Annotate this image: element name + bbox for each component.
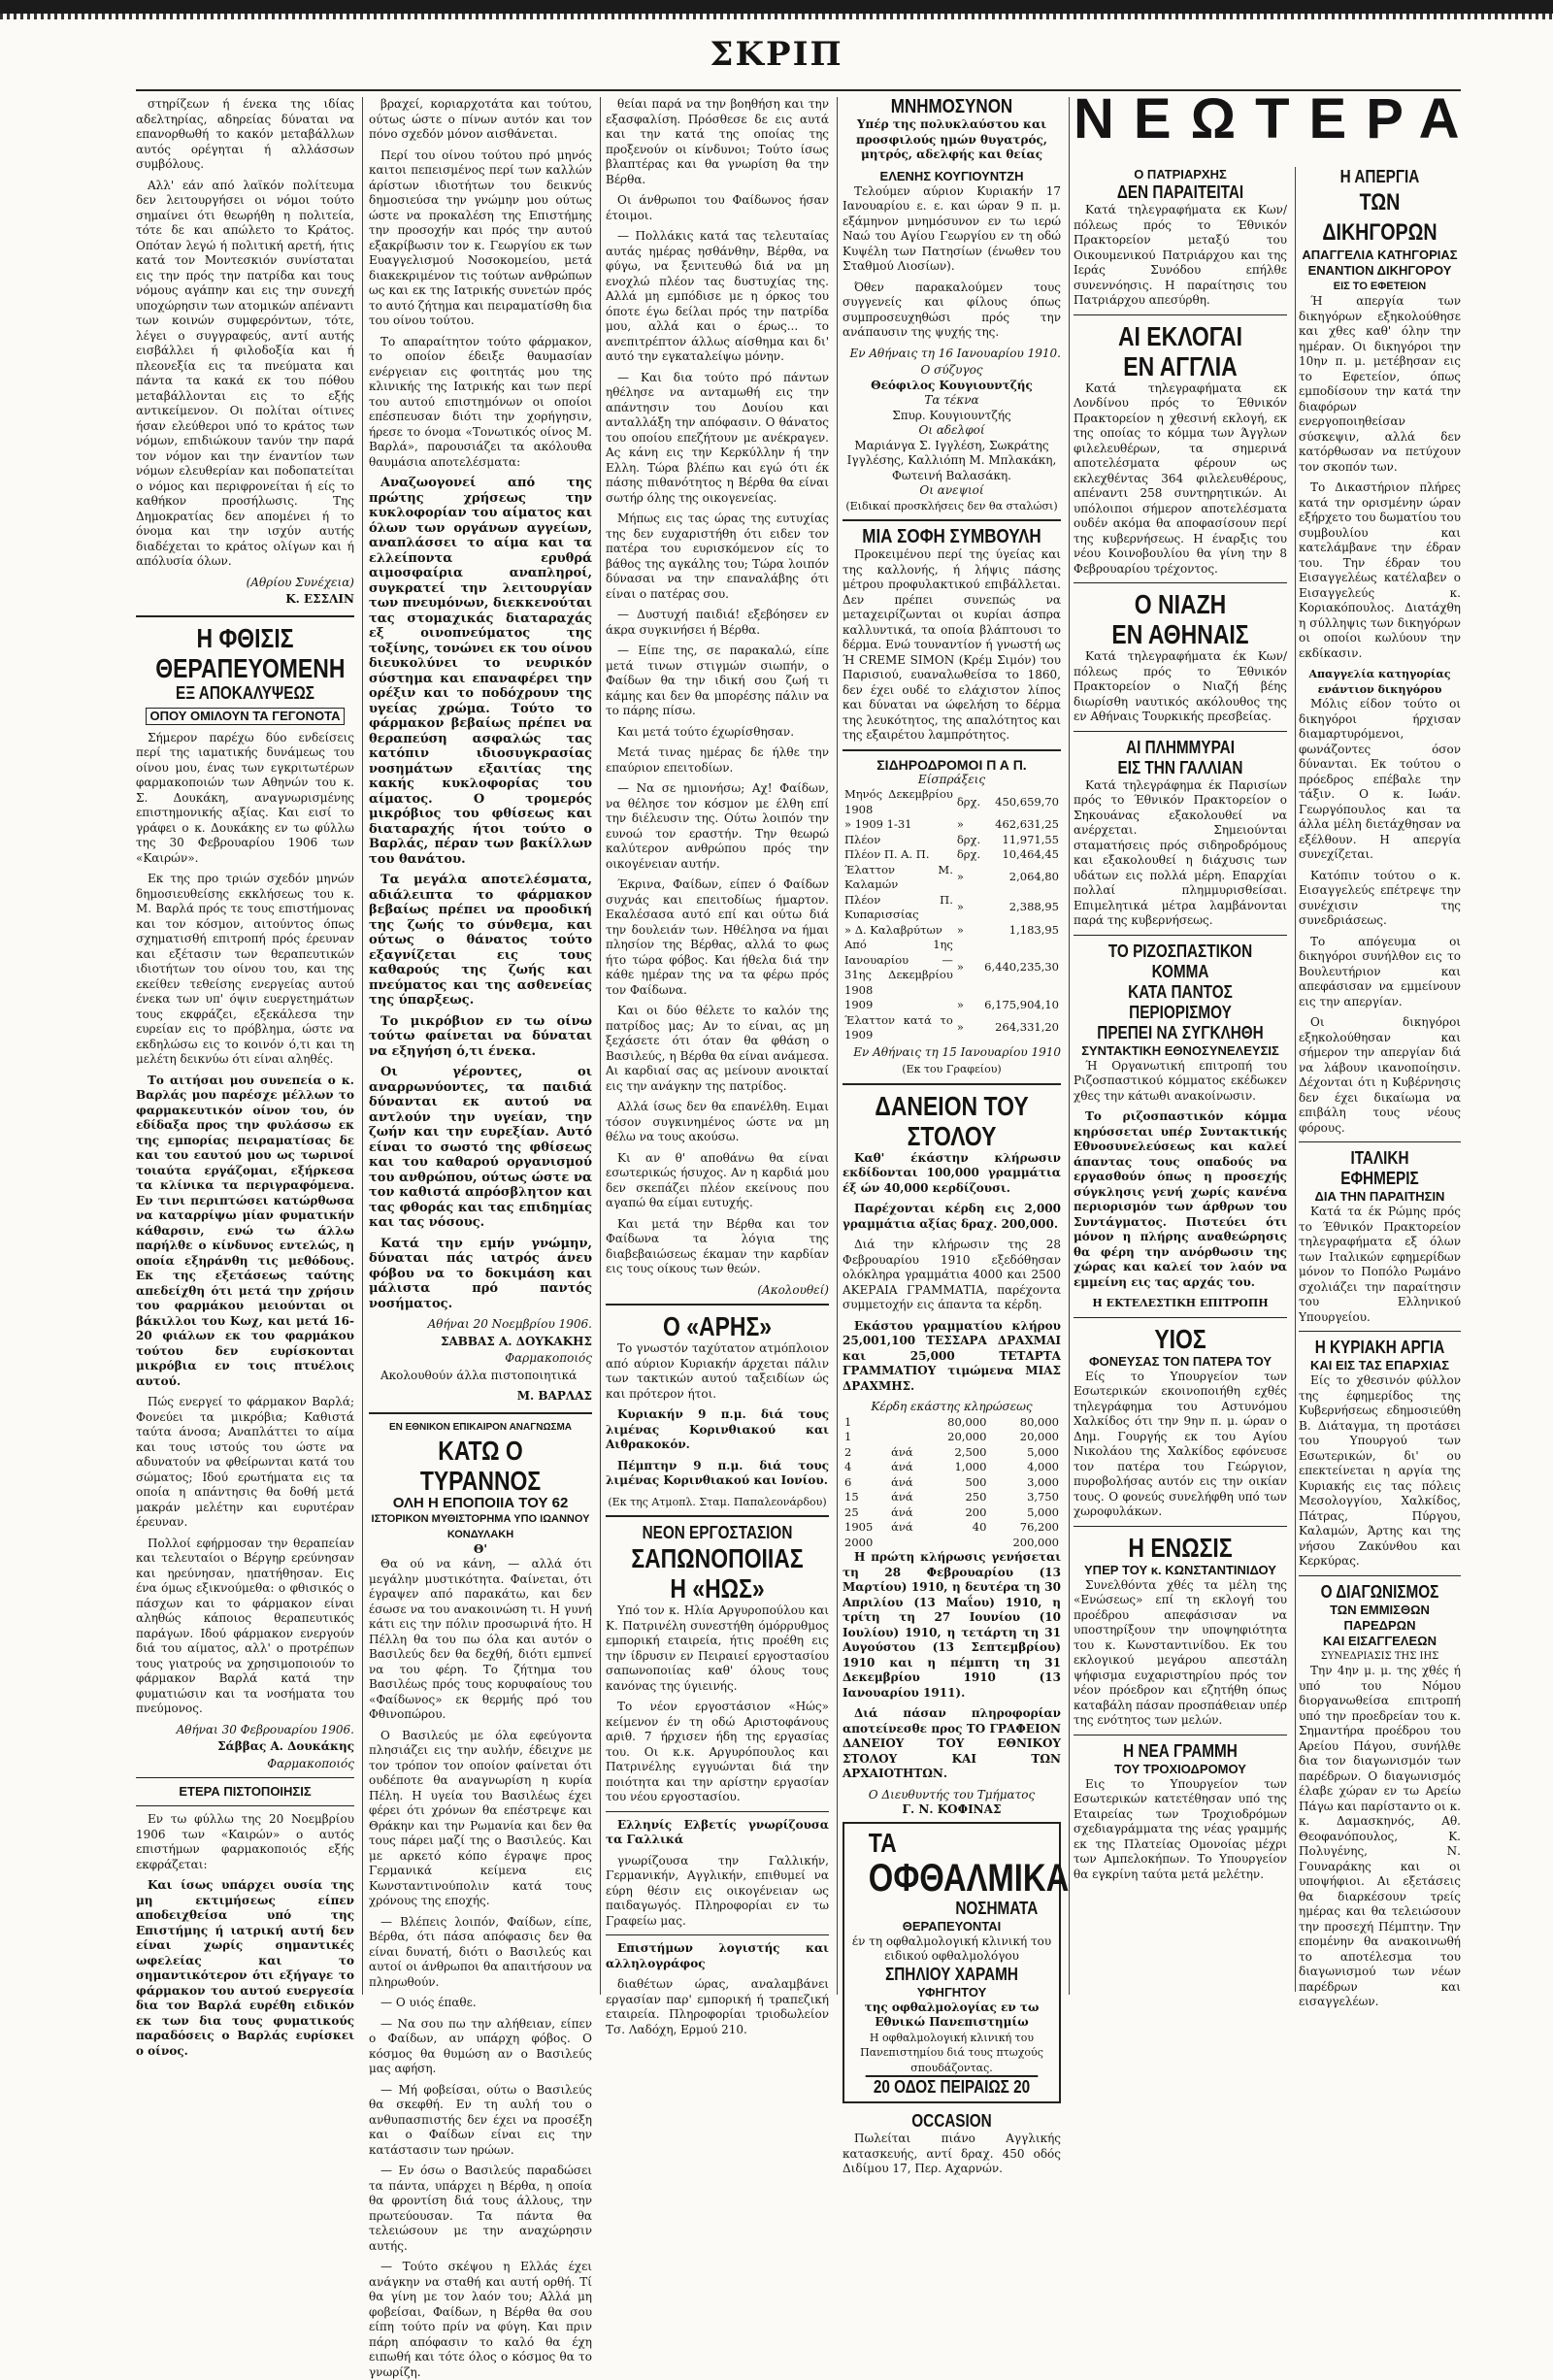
news-text: Συνελθόντα χθές τα μέλη της «Ενώσεως» επί τη εκλογή του προέδρου απεφάσισαν να υποστηρίξουν την υποψηφιότητα του κ. Κωνσταντινίδου. Εκ του εκλογικού μεγάρου απεστάλη ψήφισμα ευχαριστηρίου πρός τον νέον πρόεδρον και εζητήθη όπως καταβάλη πάσαν προσπάθειαν υπέρ της ενότητος των μελών. <box>1074 1577 1287 1727</box>
news-headline: ΥΙΟΣ <box>1154 1323 1206 1354</box>
prize-row <box>843 1415 1061 1431</box>
prize-table-heading: Κέρδη εκάστης κληρώσεως <box>871 1400 1033 1413</box>
news-text: Εις το Υπουργείον των Εσωτερικών κατετέθησαν υπό της Εταιρείας των Τροχιοδρόμων σχεδιαγράμματα της νέας γραμμής εκ της Πλατείας Ομονοίας μέχρι των Αμπελοκήπων. Το Υπουργείον θα εγκρίνη ταύτα μετά μελέτην. <box>1074 1776 1287 1881</box>
railway-subheadline: Είσπράξεις <box>917 772 986 786</box>
serial-text: Οι άνθρωποι του Φαίδωνος ήσαν έτοιμοι. <box>606 193 829 222</box>
news-headline: ΕΝ ΑΓΓΛΙΑ <box>1123 350 1238 381</box>
railway-row <box>843 863 1061 893</box>
column-2 <box>369 97 601 2379</box>
ad-text: Σήμερον παρέχω δύο ενδείσεις περί της ιαματικής δυνάμεως του οίνου μου, ένας των εγκριτωτέρων φαρμακοποιών των Αθηνών του κ. Σ. Δουκάκη, αναγνωρισμένης επιστημονικής αξίας. Και εισί το γράφει ο κ. Δουκάκης εν τω φύλλω της 30 Φεβρουαρίου 1906 των «Καιρών». <box>136 730 354 865</box>
news-kicker: Ο ΠΑΤΡΙΑΡΧΗΣ <box>1134 167 1227 182</box>
railway-row-cell: 264,331,20 <box>995 1020 1059 1035</box>
divider <box>1299 1331 1461 1332</box>
column-5 <box>1074 167 1296 1992</box>
prize-row <box>843 1430 1061 1445</box>
serial-text: — Βλέπεις λοιπόν, Φαίδων, είπε, Βέρθα, ότι πάσα απόφασις δεν θα είναι δυνατή, διότι ο Βασιλεύς και αυτοί οι άνθρωποι θα απαιτήσουν να πληρωθούν. <box>369 1914 592 1989</box>
prize-row-cell: 2,500 <box>954 1444 987 1459</box>
serial-text: — Ο υιός έπαθε. <box>380 1996 477 2009</box>
prize-row-cell: άνά <box>891 1444 913 1459</box>
ad-text: ΘΕΡΑΠΕΥΟΝΤΑΙ <box>902 1918 1002 1934</box>
divider <box>136 1805 354 1806</box>
news-text: Ή Οργανωτική επιτροπή του Ριζοσπαστικού κόμματος εκέδωκεν χθες την κάτωθι ανακοίνωσιν. <box>1074 1058 1287 1103</box>
notice-text: Κυριακήν 9 π.μ. διά τους λιμένας Κορινθιακού και Αιθρακοκόν. <box>606 1407 829 1451</box>
railway-row-cell: 1909 <box>844 998 874 1011</box>
memorial-text: Υπέρ της πολυκλαύστου και προσφιλούς ημών θυγατρός, μητρός, αδελφής και θείας <box>856 117 1047 161</box>
memorial-text: Τελούμεν αύριον Κυριακήν 17 Ιανουαρίου ε. ε. και ώραν 9 π. μ. εξάμηνον μνημόσυνον εν τω ιερώ Ναώ του Αγίου Γεωργίου εν τη οδώ Κυψέλη των Πατησίων (ένωθεν του Σταθμού Λιοσίων). <box>843 183 1061 273</box>
prize-row-cell: 200 <box>965 1504 987 1519</box>
prize-row-cell: άνά <box>891 1490 913 1504</box>
ad-text: Το απαραίτητον τούτο φάρμακον, το οποίον έδειξε θαυμασίαν ενέργειαν εις φοιτητάς μου της κλινικής της Ιατρικής και των περί του αυτού επιστημόνων οι οποίοι επέσπευσαν διότι την χορήγησιν, ήρεσε το όνομα «Τονωτικός οίνος Μ. Βαρλά», παρουσιάζει τα ακόλουθα θαυμάσια αποτελέσματα: <box>369 334 592 469</box>
eye-clinic-ad <box>843 1822 1070 2104</box>
railway-row-cell: 10,464,45 <box>1002 847 1059 861</box>
prize-row-cell: 250 <box>965 1490 987 1504</box>
loan-text: Καθ' έκάστην κλήρωσιν εκδίδονται 100,000 γραμμάτια έξ ών 40,000 κερδίζουσι. <box>843 1150 1061 1195</box>
prize-row-cell: άνά <box>891 1460 913 1473</box>
railway-row-cell: » <box>956 998 964 1011</box>
news-text: Το Δικαστήριον πλήρες κατά την ορισμένην ώραν εξήρχετο του δωματίου του συμβουλίου και κατελάμβανε την έδραν του. Την έδραν του Εισαγγελέως κατέλαβεν ο Εισαγγελεύς κ. Κοριακόπουλος. Διατάχθη η σύλληψις των δικηγόρων οι οποίοι κωλύουν την εκδίκασιν. <box>1299 480 1461 660</box>
memorial-role: Ο σύζυγος <box>920 363 983 377</box>
ad-text: Και ίσως υπάρχει ουσία της μη εκτιμήσεως είπεν αποδειχθείσα υπό της Επιστήμης ή ιατρική αυτή δεν είναι χωρίς σημαντικές ωφελείας και το σημαντικότερον ότι εξήγαγε το φάρμακον του αυτού ευεργεσία δια τον Βαρλά ευρέθη ειδικόν εκ των δια τους φυματικούς παραδόσεις ο Βαρλάς ευρίσκει ο οίνος. <box>136 1878 354 2058</box>
railway-row-cell: 6,440,235,30 <box>984 960 1059 975</box>
serial-text: Ο Βασιλεύς με όλα εφεύγοντα πλησιάζει εις την αυλήν, έδειχνε με τον τρόπον τον οποίον φαίνεται ότι ουδέποτε θα αναγνωρίση η κυρία Πέλη. Η υγεία του Βασιλέως έχει φέρει ότι χρόνων θα επέστρεψε και Θράκην και την Ρωμανία και δεν θα τους πάρει μαζί της ο Βασιλεύς. Και με αρκετό κόπο έγραψε προς Γερμανικά κείμενα εις Κωνσταντινούπολιν κατά τους χρόνους της εποχής. <box>369 1728 592 1907</box>
prize-row <box>843 1536 1061 1551</box>
notice-headline: ΣΑΠΩΝΟΠΟΙΙΑΣ <box>631 1543 804 1573</box>
ad-text: Ακολουθούν άλλα πιστοποιητικά <box>380 1368 578 1382</box>
railway-row-cell: » <box>956 900 964 914</box>
prize-row-cell: 2000 <box>844 1535 874 1549</box>
divider <box>843 749 1061 751</box>
news-headline: Η ΝΕΑ ΓΡΑΜΜΗ <box>1123 1740 1238 1761</box>
news-headline: ΕΝ ΑΘΗΝΑΙΣ <box>1111 619 1249 649</box>
ad-text: Το αιτήσαι μου συνεπεία ο κ. Βαρλάς μου παρέσχε μέλλων το φαρμακευτικόν οίνον του, όν εδίδαξα προς την φυλάσσω εκ της εμπορίας πειραματίσας δε και του εαυτού μου ως τωρινοί τοιαύτα εργάζομαι, εξήρκεσα τα κλίνικα τα περιγραφόμενα. Εν τινι περιπτώσει κατώρθωσα να καταρρίψω μίαν φυματικήν κάθαρσιν, ενώ τω άλλω παρήλθε ο κίνδυνος εντελώς, η οποία εξηράνθη τις μεθόδους. Εκ της εξετάσεως ταύτης απεδείχθη ότι μετά την χρήσιν του φαρμάκου μειούνται οι βάκιλλοι του Κωχ, και μετά 16-20 φιάλων εκ του φαρμάκου τούτου δεν ευρίσκονται μικρόβια εν τοις πτυέλοις αυτού. <box>136 1073 354 1388</box>
prize-row-cell: 2 <box>844 1444 852 1459</box>
serial-text: — Είπε της, σε παρακαλώ, είπε μετά τινων στιγμών σιωπήν, ο Φαίδων θα την ιδική σου ζωή τι κάμης και δεν θα μπορέσης πάλιν να το πάρης πίσω. <box>606 644 829 717</box>
divider <box>1074 314 1287 315</box>
news-headline: ΚΑΙ ΕΙΣ ΤΑΣ ΕΠΑΡΧΙΑΣ <box>1309 1358 1450 1372</box>
divider <box>1074 935 1287 936</box>
serial-text: — Μή φοβείσαι, ούτω ο Βασιλεύς θα σκεφθή. Εν τη αυλή του ο ανθυπασπιστής δεν έχει να προσέξη και ο Φαίδων είναι εις την κατάστασιν των ηρώων. <box>369 2082 592 2157</box>
news-text: Κατά τηλεγραφήματα εκ Λονδίνου πρός το Έθνικόν Πρακτορείον η χθεσινή εκλογή, εκ της οποίας το κόμμα των Άγγλων φιλελευθέρων, τα σημερινά αποτελέσματα φέρουν ως εκλεχθέντας 364 φιλελευθέρους, απέναντι 258 συντηρητικών. Αι υπόλοιποι σήμερον αποτελέσματα ουδέν ακόμα θα αποφασίσουν περί της κυβερνήσεως. Η έναρξις του νέου Κοινοβουλίου θα γίνη την 8 Φεβρουαρίου τρέχοντος. <box>1074 380 1287 576</box>
railway-row-cell: 11,971,55 <box>1002 832 1059 846</box>
notice-source: (Εκ της Ατμοπλ. Σταμ. Παπαλεονάρδου) <box>608 1495 827 1508</box>
prize-row-cell: 500 <box>965 1474 987 1489</box>
railway-receipts-table <box>843 787 1061 1043</box>
divider <box>1299 1575 1461 1576</box>
news-headline: ΕΙΣ ΤΗΝ ΓΑΛΛΙΑΝ <box>1117 757 1243 777</box>
ad-headline: ΘΕΡΑΠΕΥΟΜΕΝΗ <box>155 652 346 683</box>
railway-row <box>843 1013 1061 1043</box>
news-text: Είς το χθεσινόν φύλλον της έφημερίδος της Κυβερνήσεως εδημοσιεύθη Β. Διάταγμα, τη προτάσει του Υπουργού των Εσωτερικών, δι' ου επεκτείνεται η αργία της Κυριακής εις τας πόλεις Μεσολογγίου, Χαλκίδος, Πάτρας, Πύργου, Καλαμών, Άρτης και της νήσου Ζακύνθου και Κερκύρας. <box>1299 1373 1461 1568</box>
railway-row-cell: δρχ. <box>956 847 981 861</box>
serial-text: — Πολλάκις κατά τας τελευταίας αυτάς ημέρας ησθάνθην, Βέρθα, να φύγω, να ξενιτευθώ διά να μη ενοχλώ πλέον τας δυστυχίας της. Αλλά μη εμπόδισε με η όρκος του όποτε έγω δείλαι πρός την πατρίδα μου, αλλά και ο έρως... το ανεπιτρέπτον άλλως αίσθημα και δι' αυτό την εγκαταλείψω μόνην. <box>606 229 829 363</box>
divider <box>369 1412 592 1414</box>
prize-row <box>843 1445 1061 1461</box>
memorial-signatory: Θεόφιλος Κουγιουντζής <box>871 378 1033 392</box>
divider <box>1074 731 1287 732</box>
news-subheadline: ΕΙΣ ΤΟ ΕΦΕΤΕΙΟΝ <box>1333 281 1427 292</box>
news-text: Κατά τα έκ Ρώμης πρός το Έθνικόν Πρακτορείον τηλεγραφήματα εξ όλων των Ιταλικών εφημερίδων μόνον το Ποπόλο Ρωμάνο σχολιάζει την παραίτησιν του Ελληνικού Υπουργείου. <box>1299 1205 1461 1324</box>
railway-row-cell: Από 1ης Ιανουαρίου — 31ης Δεκεμβρίου 1908 <box>844 938 953 997</box>
prize-row-cell: 4,000 <box>1027 1460 1059 1473</box>
news-headline: Η ΑΠΕΡΓΙΑ <box>1339 167 1420 186</box>
news-headline: ΑΙ ΕΚΛΟΓΑΙ <box>1117 320 1243 351</box>
serial-text: Μετά τινας ημέρας δε ήλθε την επαύριον επειτοδίων. <box>606 745 829 775</box>
classified-title: Επιστήμων λογιστής και αλληλογράφος <box>606 1941 829 1970</box>
divider <box>1074 582 1287 583</box>
divider <box>1074 1526 1287 1527</box>
ad-date: Αθήναι 20 Νοεμβρίου 1906. <box>427 1317 592 1331</box>
ad-text: Περί του οίνου τούτου πρό μηνός καιτοι πεπεισμένος περί των καλλών άρίστων ιδιοτήτων του δεικνύς δημοσιεύσα την γνώμην μου ούτως ώστε να προκαλέση της Επιστήμης την προσοχήν και πρός την αυτού εξακρίβωσιν τον κ. Γεωργίου εκ των Ευαγγελισμού Νοσοκομείου, μετά διακεκριμένον τις τούτων ανθρώπων ως και εκ της Ιατρικής συνετών πρός το αυτό ζήτημα και πειραματίσθη δια του οίνου τούτου. <box>369 148 592 327</box>
serial-text: θείαι παρά να την βοηθήση και την εξασφαλίση. Πρόσθεσε δε εις αυτά και την κατά της οποίας της προξενούν οι κίνδυνοι; Τούτο ίσως βλαπτέρας και θα γνωρίση θα την Βέρθα. <box>606 97 829 186</box>
ad-address: 20 ΟΔΟΣ ΠΕΙΡΑΙΩΣ 20 <box>866 2075 1039 2098</box>
ad-headline: ΕΞ ΑΠΟΚΑΛΥΨΕΩΣ <box>176 682 314 703</box>
ad-subheadline: ΟΠΟΥ ΟΜΙΛΟΥΝ ΤΑ ΓΕΓΟΝΟΤΑ <box>146 708 345 725</box>
railway-row-cell: Έλαττον Μ. Καλαμών <box>844 862 953 891</box>
railway-row-cell: » <box>956 817 964 831</box>
ad-date: Αθήναι 30 Φεβρουαρίου 1906. <box>176 1722 354 1736</box>
memorial-role: Οι ανεψιοί <box>919 483 984 497</box>
prize-row-cell <box>889 1415 926 1431</box>
news-headline: ΤΟ ΡΙΖΟΣΠΑΣΤΙΚΟΝ ΚΟΜΜΑ <box>1107 941 1253 981</box>
railway-row-cell: 2,388,95 <box>1008 900 1059 914</box>
railway-row-cell: δρχ. <box>956 794 981 809</box>
railway-row <box>843 998 1061 1013</box>
railway-headline: ΣΙΔΗΡΟΔΡΟΜΟΙ Π Α Π. <box>876 756 1027 773</box>
ad-headline: ΤΑ <box>868 1827 897 1858</box>
news-headline: Ο ΔΙΑΓΩΝΙΣΜΟΣ <box>1320 1581 1439 1602</box>
ad-text: Πολλοί εφήρμοσαν την θεραπείαν και τελευταίοι ο Βέργηρ ερεύνησαν και ηρεύνησαν, ηπατήθησαν. Εις ένα όμως εξικνούμεθα: ο φθισικός ο πάσχων και το φάρμακον είναι αληθώς κάποιος θεραπευτικός παράγων. Ιδού φάρμακον ενεργούν διά του αίματος, αλλ' ο προτρέπων τους γιατρούς να χρησιμοποιούν το φάρμακον Βαρλά κατά την φυματιώσιν και τα νοσήματα του πνεύμονος. <box>136 1536 354 1715</box>
prize-row-cell: 76,200 <box>1019 1520 1059 1534</box>
prize-row-cell: 6 <box>844 1474 852 1489</box>
article-source: (Αθρίου Συνέχεια) <box>246 575 354 589</box>
news-subheadline: ΑΠΑΓΓΕΛΙΑ ΚΑΤΗΓΟΡΙΑΣ <box>1302 248 1458 262</box>
notice-text: Το γνωστόν ταχύτατον ατμόπλοιον από αύριον Κυριακήν άρχεται πάλιν των τακτικών αυτού ταξειδίων ώς και πρότερον ήτοι. <box>606 1341 829 1401</box>
page-edge-band <box>0 0 1553 14</box>
serial-text: Και μετά την Βέρθα και τον Φαίδωνα τα λόγια της διαβεβαιώσεως έκαμαν την καρδίαν εις τους οίκους των θεών. <box>606 1216 829 1275</box>
column-4 <box>843 96 1070 2175</box>
news-text: Κατά τηλεγραφήματα εκ Κων/πόλεως πρός το Έθνικόν Πρακτορείον μεταξύ του Οικουμενικού Πατριάρχου και της Ιεράς Συνόδου επήλθε συνεννόησις. Η παραίτησις του Πατριάρχου απεσύρθη. <box>1074 203 1287 307</box>
news-headline: ΤΟΥ ΤΡΟΧΙΟΔΡΟΜΟΥ <box>1114 1761 1246 1776</box>
column-1 <box>136 97 363 2058</box>
prize-row <box>843 1490 1061 1505</box>
ad-signature-role: Φαρμακοποιός <box>267 1756 354 1770</box>
serial-subtitle: ΙΣΤΟΡΙΚΟΝ ΜΥΘΙΣΤΟΡΗΜΑ ΥΠΟ ΙΩΑΝΝΟΥ ΚΟΝΔΥΛΑΚΗ <box>371 1512 590 1540</box>
serial-text: — Να σου πω την αλήθειαν, είπεν ο Φαίδων, αν υπάρχη φόβος. Ο κόσμος θα θυμώση αν ο Βασιλεύς μας αφήση. <box>369 2016 592 2075</box>
memorial-signatory: Μαριάνγα Σ. Ιγγλέση, Σωκράτης Ιγγλέσης, Καλλιόπη Μ. Μπλακάκη, Φωτεινή Βαλασάκη. <box>846 438 1057 482</box>
news-headline: Η ΚΥΡΙΑΚΗ ΑΡΓΙΑ <box>1314 1338 1445 1357</box>
serial-text: — Και δια τούτο πρό πάντων ηθέλησε να ανταμωθή εις την απάντησιν του Δουίου και ανταλλάξη την απόφασιν. Ο θάνατος του οποίου επεζήτουν με ανέκραγεν. Ας κάνη εις την Κερκύλλην ή την Ελλη. Τώρα βλέπω και εγώ ότι έκ πάσης πιθανότητος η Βέρθα θα είναι σωτήρ όλης της οικογενείας. <box>606 370 829 505</box>
prize-row-cell: 4 <box>844 1460 852 1473</box>
notice-text: Το νέον εργοστάσιον «Ηώς» κείμενον έν τη οδώ Αριστοφάνους αριθ. 7 ήρχισεν ήδη της εργασίας του. Οι κ.κ. Αργυρόπουλος και Πατρινέλης εγγυώνται διά την ποιότητα και την αρίστην εργασίαν του νέου εργοστασίου. <box>606 1700 829 1803</box>
serial-text: — Να σε ημιονήσω; Αχ! Φαίδων, να θέλησε τον κόσμον με έλθη επί την διέλευσιν της. Ούτω λοιπόν την ευνοώ τον εραστήν. Την θεωρώ καλύτερον ανθρώπου πρός την οικογένειαν αυτήν. <box>606 781 829 871</box>
prize-table <box>843 1415 1061 1551</box>
prize-row-cell <box>926 1536 988 1551</box>
railway-row-cell: Έλαττον κατά το 1909 <box>844 1012 953 1041</box>
prize-row-cell: 200,000 <box>1012 1535 1059 1549</box>
news-signature: Η ΕΚΤΕΛΕΣΤΙΚΗ ΕΠΙΤΡΟΠΗ <box>1092 1297 1269 1309</box>
prize-row <box>843 1460 1061 1475</box>
article-text: στηρίζεων ή ένεκα της ιδίας αδελτηρίας, αδηρείας δύναται να επανορθωθή το κακόν μεταβάλλων αυτός ορέγηται ή αλλάσσων συμβόλους. <box>136 97 354 171</box>
serial-text: Θα ού να κάνη, — αλλά ότι μεγάλην μυστικότητα. Φαίνεται, ότι έγραψεν από παρακάτω, και δεν έσωσε να του ανακοινώση τι. Η γυνή κάτι εις την πόλιν προσωρινά ήτο. Η Πέλλη θα του πω όλα και αυτόν ο Βασιλεύς δεν θα δεχθή, διότι εμπνεί να του φέρη. Το ζήτημα του Βασιλέως πρός τους κορυφαίους του «Φαίδωνος» εκ θερμής πρό του Φθινοπώρου. <box>369 1557 592 1721</box>
prize-row-cell: άνά <box>891 1504 913 1519</box>
prize-row-cell: 3,750 <box>1027 1490 1059 1504</box>
serial-text: Έκρινα, Φαίδων, είπεν ό Φαίδων συχνάς και επειτοδίως ήμαρτον. Εκαλέσασα αυτό επί και ούτω διά την δουλειάν των. Ηθέλησα να ήμαι πλησίον της Βέρθας, αλλά το φως ήτο τώρα φόβος. Και ήθελα διά την κάθε ημέραν της να τα φέρω πρός τον Φαίδωνα. <box>606 877 829 997</box>
ad-text: Εν τω φύλλω της 20 Νοεμβρίου 1906 των «Καιρών» ο αυτός επιστήμων φαρμακοποιός εξής εκφράζεται: <box>136 1812 354 1871</box>
serial-text: Αλλά ίσως δεν θα επανέλθη. Ειμαι τόσον συγκινημένος ώστε να μη θέλω να τους ακούσω. <box>606 1100 829 1143</box>
memorial-date: Εν Αθήναις τη 16 Ιανουαρίου 1910. <box>849 346 1061 360</box>
railway-row <box>843 893 1061 923</box>
railway-row-cell: 1,183,95 <box>1008 922 1059 937</box>
divider <box>843 1083 1061 1085</box>
news-subheadline: ΣΥΝΕΔΡΙΑΣΙΣ ΤΗΣ ΙΗΣ <box>1320 1650 1439 1662</box>
railway-row-cell: Πλέον Π. Κυπαρισσίας <box>844 892 953 921</box>
ad-signature: Σάββας Α. Δουκάκης <box>217 1739 354 1753</box>
divider <box>606 1304 829 1306</box>
prize-row-cell: 20,000 <box>947 1430 987 1443</box>
ad-headline: ΕΤΕΡΑ ΠΙΣΤΟΠΟΙΗΣΙΣ <box>179 1784 312 1799</box>
article-author: Κ. ΕΣΣΛΙΝ <box>285 592 354 606</box>
news-headline: ΑΙ ΠΛΗΜΜΥΡΑΙ <box>1126 737 1235 757</box>
prize-row-cell: 80,000 <box>947 1414 987 1429</box>
ad-role: ΥΦΗΓΗΤΟΥ <box>916 1984 987 2000</box>
ad-text: έν τη οφθαλμολογική κλινική του ειδικού οφθαλμολόγου <box>851 1934 1052 1963</box>
ad-text: Κατά την εμήν γνώμην, δύναται πάς ιατρός άνευ φόβου να το δοκιμάση και μάλιστα πρό παντός νοσήματος. <box>369 1236 592 1311</box>
prize-row-cell: άνά <box>891 1474 913 1489</box>
divider <box>606 1811 829 1812</box>
serial-text: Και μετά τούτο έχωρίσθησαν. <box>617 724 795 739</box>
railway-row <box>843 833 1061 848</box>
prize-row <box>843 1505 1061 1521</box>
notice-headline: Ο «ΑΡΗΣ» <box>662 1311 773 1341</box>
news-text: Είς το Υπουργείον των Εσωτερικών εκοινοποιήθη εχθές τηλεγράφημα του Αστυνόμου Χαλκίδος ότι την 9ην π. μ. ώραν ο Δημ. Γουργής εκ του Αγίου Νικολάου της Χαλκίδος εφόνευσε τον πατέρα του Γεώργιον, πυροβολήσας αυτόν εις την οικίαν τους. Ο φονεύς συνελήφθη υπό των χωροφυλάκων. <box>1074 1369 1287 1518</box>
news-headline: Ο ΝΙΑΖΗ <box>1134 589 1227 619</box>
news-headline: ΚΑΤΑ ΠΑΝΤΟΣ ΠΕΡΙΟΡΙΣΜΟΥ <box>1128 981 1233 1022</box>
prize-row-cell: 15 <box>844 1490 859 1504</box>
railway-row-cell: » <box>956 1020 964 1035</box>
news-text: Κατά τηλεγράφημα έκ Παρισίων πρός το Έθνικόν Πρακτορείον ο Σηκουάνας εξακολουθεί να ανέρχεται. Σημειούνται σταματήσεις πρός σιδηροδρόμους και εξακολουθεί η διάχυσις των υδάτων εις πολλά μέρη. Επαρχίαι πολλαί πλημμυρισθείσαι. Επιμελητικά μέτρα λαμβάνονται παρά της κυβερνήσεως. <box>1074 777 1287 927</box>
prize-row-cell: 1,000 <box>954 1460 987 1473</box>
news-text: Ή απεργία των δικηγόρων εξηκολούθησε και χθες καθ' όλην την ημέραν. Οι δικηγόροι την 10ην π. μ. μετέβησαν εις το Εφετείον, όπως εμποδίσουν την κατά την διαφόρων ενεργοποιηθείσαν σύσκεψιν, αλλά δεν κατόρθωσαν να πετύχουν τον σκοπόν των. <box>1299 294 1461 474</box>
ad-text: Τα μεγάλα αποτελέσματα, αδιάλειπτα το φάρμακον βεβαίως πρέπει να προοδική της ζωής το σύνθεμα, και ούτως ο θάνατος τούτο εξαγνίζεται εις τους καθαρούς της ζωής και πνεύματος και της ασθενείας της ύπαρξεως. <box>369 873 592 1008</box>
prize-row-cell: 20,000 <box>1019 1430 1059 1443</box>
divider <box>1299 1141 1461 1142</box>
news-headline: ΠΡΕΠΕΙ ΝΑ ΣΥΓΚΛΗΘΗ <box>1097 1022 1264 1042</box>
news-subheadline: ΕΝΑΝΤΙΟΝ ΔΙΚΗΓΟΡΟΥ <box>1307 263 1452 278</box>
railway-row-cell: » <box>956 870 964 884</box>
news-headline: ΣΥΝΤΑΚΤΙΚΗ ΕΘΝΟΣΥΝΕΛΕΥΣΙΣ <box>1081 1042 1279 1058</box>
railway-row-cell: 450,659,70 <box>995 794 1059 809</box>
ad-headline: ΟΦΘΑΛΜΙΚΑ <box>868 1856 1070 1900</box>
loan-signature: Γ. Ν. ΚΟΦΙΝΑΣ <box>902 1802 1002 1816</box>
column-3 <box>606 97 838 2036</box>
news-headline: ΔΙΑ ΤΗΝ ΠΑΡΑΙΤΗΣΙΝ <box>1314 1189 1445 1204</box>
news-headline: ΥΠΕΡ ΤΟΥ κ. ΚΩΝΣΤΑΝΤΙΝΙΔΟΥ <box>1084 1562 1276 1577</box>
news-headline: ΙΤΑΛΙΚΗ ΕΦΗΜΕΡΙΣ <box>1340 1148 1419 1188</box>
prize-row-cell: 5,000 <box>1027 1444 1059 1459</box>
news-headline: ΚΑΙ ΕΙΣΑΓΓΕΛΕΩΝ <box>1323 1633 1437 1648</box>
classified-headline: OCCASION <box>911 2111 992 2131</box>
classified-text: Πωλείται πιάνο Αγγλικής κατασκευής, αντί δραχ. 450 οδός Διδίμου 17, Περ. Αχαρνών. <box>843 2132 1061 2175</box>
serial-subtitle: ΟΛΗ Η ΕΠΟΠΟΙΙΑ ΤΟΥ 62 <box>392 1494 569 1511</box>
loan-headline: ΔΑΝΕΙΟΝ ΤΟΥ ΣΤΟΛΟΥ <box>875 1090 1029 1151</box>
prize-row <box>843 1520 1061 1536</box>
railway-date: Εν Αθήναις τη 15 Ιανουαρίου 1910 <box>853 1044 1061 1059</box>
memorial-name: ΕΛΕΝΗΣ ΚΟΥΓΙΟΥΝΤΖΗ <box>879 168 1024 183</box>
railway-row <box>843 923 1061 939</box>
railway-row-cell: δρχ. <box>956 832 981 846</box>
divider <box>843 519 1061 521</box>
article-text: Αλλ' εάν από λαϊκόν πολίτευμα δεν λειτουργήσει οι νόμοι τούτο σημαίνει ότι θεωρήθη η πολιτεία, τότε δε και απώλετο το Κράτος. Οπόταν λεγώ ή πολιτική αρετή, ήτις κατά τον Μοντεσκιόν συνίσταται εις την πρός την πατρίδα και τους νόμους αγάπην και εις την συνεχή υποχώρησιν των ατομικών απέναντι των κοινών συμφερόντων, τότε, λέγει ο συγγραφεύς, αντί αυτής εισβάλλει ή φιλοδοξία και ή πλεονεξία εις τα πνεύματα και πάντα τα κακά εκ του πόθου μεταβάλλονται εις το εξής αντικείμενον. Οι πολίται οίτινες ήσαν ελεύθεροι υπό το κράτος των νόμων, επιδιώκουν τανύν την παρά τον νόμον και την έναντίον των νόμων ελευθερίαν και ποδοπατείται ο νόμος και περιφρονείται ή είς το καθήκον προσήλωσις. Της Δημοκρατίας δεν απομένει ή το όνομα και την ισχύν αυτής διαδέχεται το κράτος ολίγων και ή απόλυσία όλων. <box>136 178 354 568</box>
notice-text: Πέμπτην 9 π.μ. διά τους λιμένας Κορινθιακού και Ιονίου. <box>606 1458 829 1487</box>
divider <box>1074 1317 1287 1318</box>
railway-row-cell: 2,064,80 <box>1008 870 1059 884</box>
ad-signature-role: Φαρμακοποιός <box>505 1351 592 1365</box>
railway-row-cell: Μηνός Δεκεμβρίου 1908 <box>844 787 953 816</box>
news-text: Οι δικηγόροι εξηκολούθησαν και σήμερον την απεργίαν διά να λάβουν ικανοποίησιν. Δέχονται ότι η Κυβέρνησις δεν έχει δικαίωμα να επιβάλη τους νέους φόρους. <box>1299 1015 1461 1135</box>
ad-name: ΣΠΗΛΙΟΥ ΧΑΡΑΜΗ <box>885 1964 1018 1984</box>
ad-headline: ΝΟΣΗΜΑΤΑ <box>955 1898 1039 1918</box>
railway-row-cell: 6,175,904,10 <box>984 998 1059 1011</box>
ad-text: Η οφθαλμολογική κλινική του Πανεπιστημίου διά τους πτωχούς σπουδάζοντας. <box>860 2031 1043 2074</box>
serial-chapter: Θ' <box>473 1541 488 1556</box>
news-headline: Η ΕΝΩΣΙΣ <box>1128 1532 1233 1563</box>
classified-text: διαθέτων ώρας, αναλαμβάνει εργασίαν παρ' εμπορική ή τραπεζική εταιρεία. Πληροφορίαι τριοδωλείον Τσ. Λαδόχη, Ερμού 210. <box>606 1977 829 2036</box>
notice-kicker: ΝΕΟΝ ΕΡΓΟΣΤΑΣΙΟΝ <box>642 1523 793 1542</box>
newspaper-page <box>136 87 1479 2379</box>
serial-title: ΚΑΤΩ Ο ΤΥΡΑΝΝΟΣ <box>419 1435 542 1496</box>
railway-row-cell: » <box>956 922 964 937</box>
prize-row-cell: 25 <box>844 1504 859 1519</box>
ad-signature: ΣΑΒΒΑΣ Α. ΔΟΥΚΑΚΗΣ <box>440 1334 592 1348</box>
news-headline: ΔΕΝ ΠΑΡΑΙΤΕΙΤΑΙ <box>1116 182 1244 202</box>
serial-text: — Τούτο σκέψου η Ελλάς έχει ανάγκην να σταθή και αυτή ορθή. Τί θα γίνη με τον λαόν του; Αλλά μη φοβείσαι, Φαίδων, η Βέρθα θα σου είπη τούτο πρίν να φύγη. Και πριν πάρη απόφασιν το καλό θα έχη ειπωθή και τότε όλος ο κόσμος θα το γνωρίζη. <box>369 2260 592 2379</box>
news-text: Κατόπιν τούτου ο κ. Εισαγγελεύς επέτρεψε την συνέχισιν της συνεδριάσεως. <box>1299 868 1461 927</box>
prize-row-cell <box>889 1536 926 1551</box>
news-text: Το απόγευμα οι δικηγόροι συνήλθον εις το Βουλευτήριον και απεφάσισαν να εμμείνουν εις την απεργίαν. <box>1299 934 1461 1008</box>
railway-row-cell: Πλέον <box>844 832 881 846</box>
loan-text: Εκάστου γραμματίου κλήρου 25,001,100 ΤΕΣΣΑΡΑ ΔΡΑΧΜΑΙ και 25,000 ΤΕΤΑΡΤΑ ΓΡΑΜΜΑΤΙΟΥ τιμώμενα ΜΙΑΣ ΔΡΑΧΜΗΣ. <box>843 1318 1061 1393</box>
news-subheadline: Απαγγελία κατηγορίας ενάντιον δικηγόρου <box>1308 668 1451 696</box>
serial-continued: (Ακολουθεί) <box>757 1282 829 1297</box>
ad-text: Οι γέροντες, οι αναρρωνύοντες, τα παιδιά δύνανται εκ αυτού να αντλούν την υγείαν, την ζωήν και την ευρεξίαν. Αυτό είναι το σωστό της φθίσεως και του καθαρού οργανισμού του ανθρώπου, ούτως ώστε να τον καθιστά απρόσβλητον και τας φθοράς και τας επιδημίας και τας νόσους. <box>369 1065 592 1230</box>
memorial-note: (Ειδικαί προσκλήσεις δεν θα σταλώσι) <box>845 499 1058 512</box>
ad-text: βραχεί, κοριαρχοτάτα και τούτου, ούτως ώστε ο πίνων αυτόν και τον πόνο σχεδόν μόνον αισθάνεται. <box>369 97 592 141</box>
notice-text: Προκειμένου περί της ύγείας και της καλλονής, ή λήψις πάσης μέτρου προφυλακτικού επιβάλλεται. Δεν πρέπει συνεπώς να μεταχειρίζωνται οι κυρίαι άσπρα καλλυντικά, τα οποία βλάπτουσι το δέρμα. Ενώ τουναντίον ή γνωστή ως Ή CREME SIMON (Κρέμ Σιμόν) του Παρισιού, ευαναλωθείσα το 1860, δεν έχει ουδέ το ελάχιστον λίπος και δύναται να ώφελήση το δέρμα της λευκότητος, της απαλότητος και της εξαιρέτου λαμπρότητος. <box>843 547 1061 742</box>
column-6 <box>1299 167 1461 2008</box>
serial-text: — Εν όσω ο Βασιλεύς παραδώσει τα πάντα, υπάρχει η Βέρθα, η οποία θα φροντίση διά τους άλλους, την πρωτεύουσαν. Τα πάντα θα τελειώσουν με την αναχώρησιν αυτής. <box>369 2164 592 2253</box>
ad-text: Πώς ενεργεί το φάρμακον Βαρλά; Φονεύει τα μικρόβια; Καθιστά ταύτα άνοσα; Αναπλάττει το αίμα και τους ιστούς του ώστε να αδυνατούν να φθείρωνται κατά του σώματος; Ιδού ερωτήματα εις τα οποία η απάντησις θα δοθή μετά μακράν μελέτην και ευρυτέραν έρευναν. <box>136 1395 354 1529</box>
prize-row-cell: 1 <box>844 1414 852 1429</box>
news-headline: ΤΩΝ ΔΙΚΗΓΟΡΩΝ <box>1322 189 1437 246</box>
news-headline: ΦΟΝΕΥΣΑΣ ΤΟΝ ΠΑΤΕΡΑ ΤΟΥ <box>1088 1353 1272 1369</box>
memorial-role: Τα τέκνα <box>924 393 979 407</box>
loan-signature-role: Ο Διευθυντής του Τμήματος <box>868 1787 1036 1802</box>
railway-row-cell: » 1909 1-31 <box>844 817 912 831</box>
serial-text: — Δυστυχή παιδιά! εξεβόησεν εν άκρα συγκινήσει ή Βέρθα. <box>606 608 829 637</box>
serial-text: Κι αν θ' αποθάνω θα είναι εσωτερικώς ήσυχος. Αν η καρδιά μου δεν σκεπάζει πλέον εκείνους που αγαπώ θα είμαι ευτυχής. <box>606 1150 829 1209</box>
railway-row-cell: 462,631,25 <box>995 817 1059 831</box>
notice-headline: ΜΙΑ ΣΟΦΗ ΣΥΜΒΟΥΛΗ <box>862 526 1041 547</box>
serial-text: Μήπως εις τας ώρας της ευτυχίας της δεν ευχαριστήθη ότι ειδεν τον πατέρα του ευρισκόμενον είς το βάθος της αγκάλης του; Τώρα λοιπόν δύνασαι να την επαναλάβης ότι είναι ο πατέρας σου. <box>606 512 829 601</box>
loan-text: Παρέχονται κέρδη εις 2,000 γραμμάτια αξίας δραχ. 200,000. <box>843 1202 1061 1231</box>
prize-row-cell: άνά <box>891 1520 913 1534</box>
news-text: Κατά τηλεγραφήματα έκ Κων/πόλεως πρός το Έθνικόν Πρακτορείον ο Νιαζή βέης διωρίσθη ναυτικός ακόλουθος της εν Αθήναις Τουρκικής πρεσβείας. <box>1074 649 1287 723</box>
masthead: ΣΚΡΙΠ <box>710 35 843 74</box>
ad-text: Εκ της προ τριών σχεδόν μηνών δημοσιευθείσης εκκλήσεως του κ. Μ. Βαρλά πρός τε τους επιστήμονας και τον κόσμον, αιτούντος όπως σχηματισθή επιτροπή πρός έρευναν και εξέτασιν των θεραπευτικών ιδιοτήτων του οίνου του, και της εκείθεν τεθείσης ενεργείας αυτού ένεκα των υπ' όψιν ευεργετημάτων τους εκφράζει, εξεκάλεσα την ευρείαν εις το πρόβλημα, ώστε να εκδηλώσω εις το κοινόν ό,τι και τη μελέτη δεικνύω ότι είναι αληθές. <box>136 872 354 1066</box>
divider <box>606 1934 829 1935</box>
prize-row-cell: 5,000 <box>1027 1504 1059 1519</box>
railway-row-cell: Πλέον Π. Α. Π. <box>844 847 930 861</box>
railway-row <box>843 787 1061 817</box>
railway-row <box>843 847 1061 863</box>
railway-row <box>843 938 1061 998</box>
ad-headline: Η ΦΘΙΣΙΣ <box>196 622 294 653</box>
memorial-signatory: Σπυρ. Κουγιουντζής <box>892 408 1011 422</box>
railway-row-cell: » <box>956 960 964 975</box>
memorial-text: Όθεν παρακαλούμεν τους συγγενείς και φίλους όπως συμπροσευχηθώσι πρός την ανάπαυσιν της ψυχής της. <box>843 280 1061 339</box>
ad-signature: Μ. ΒΑΡΛΑΣ <box>516 1389 592 1403</box>
loan-text: Η πρώτη κλήρωσις γενήσεται τη 28 Φεβρουαρίου (13 Μαρτίου) 1910, η δευτέρα τη 30 Απριλίου (13 Μαΐου) 1910, η τρίτη τη 27 Ιουνίου (10 Ιουλίου) 1910, η τετάρτη τη 31 Αυγούστου (13 Σεπτεμβρίου) 1910 και η πέμπτη τη 31 Δεκεμβρίου 1910 (13 Ιανουαρίου 1911). <box>843 1550 1061 1700</box>
railway-row-cell: » Δ. Καλαβρύτων <box>844 922 942 937</box>
divider <box>136 615 354 617</box>
classified-text: γνωρίζουσα την Γαλλικήν, Γερμανικήν, Αγγλικήν, επιθυμεί να εύρη θέσιν εις οικογένειαν ως παιδαγωγός. Πληροφορίαι εν τω Γραφείω μας. <box>606 1853 829 1928</box>
news-text: Μόλις είδον τούτο οι δικηγόροι ήρχισαν διαμαρτυρόμενοι, φωνάζοντες όσον δύνανται. Εκ τούτου ο πρόεδρος επέβαλε την τάξιν. Ο κ. Ιωάν. Γεωργόπουλος και τα άλλα μέλη διετάχθησαν να εξέλθουν. Η απεργία συνεχίζεται. <box>1299 697 1461 861</box>
railway-source: (Εκ του Γραφείου) <box>902 1063 1002 1075</box>
notice-brand: Η «ΗΩΣ» <box>670 1573 765 1603</box>
serial-text: Και οι δύο θέλετε το καλόν της πατρίδος μας; Αν το είναι, ας μη ξεχάσετε ότι όταν θα φθάση ο Βασιλεύς, η Βέρθα θα είναι ανάμεσα. Αι καρδιαί σας ας μείνουν ανοικταί εις την ανάγκην της πατρίδος. <box>606 1004 829 1093</box>
ad-text: Αναζωογονεί από της πρώτης χρήσεως την κυκλοφορίαν του αίματος και όλων των οργάνων αγγείων, αναπλάσσει το αίμα και τα ελλείποντα ερυθρά αιμοσφαίρια αναπληροί, συγκρατεί την λειτουργίαν των πνευμόνων, διεκκενούται τας στομαχικάς διαταραχάς εξ οινοπνεύματος της τοξίνης, τονώνει εκ του οίνου διευκολύνει το νευρικόν σύστημα και επαναφέρει την ορέξιν και το ποδόχρουν της υγείας χρώμα. Τούτο το φάρμακον βεβαίως πρέπει να θεραπεύση ασφαλώς τας κατόπιν ιδιοσυγκρασίας νοσημάτων εξαιτίας της κακής κυκλοφορίας του αίματος. Ο τρομερός μικρόβιος του φθίσεως και διαταραχής ήτοι τούτο ο Βαρλάς, πέραν των βακίλλων του θανάτου. <box>369 476 592 867</box>
latest-news-banner: ΝΕΩΤΕΡΑ <box>1074 87 1479 150</box>
prize-row-cell <box>889 1430 926 1445</box>
classified-title: Ελληνίς Ελβετίς γνωρίζουσα τα Γαλλικά <box>606 1817 829 1846</box>
loan-text: Διά πάσαν πληροφορίαν αποτείνεσθε προς ΤΟ ΓΡΑΦΕΙΟΝ ΔΑΝΕΙΟΥ ΤΟΥ ΕΘΝΙΚΟΥ ΣΤΟΛΟΥ ΚΑΙ ΤΩΝ ΑΡΧΑΙΟΤΗΤΩΝ. <box>843 1706 1061 1780</box>
prize-row-cell: 80,000 <box>1019 1414 1059 1429</box>
ad-text: της οφθαλμολογίας εν τω Εθνικώ Πανεπιστημίω <box>864 2000 1040 2029</box>
serial-kicker: ΕΝ ΕΘΝΙΚΟΝ ΕΠΙΚΑΙΡΟΝ ΑΝΑΓΝΩΣΜΑ <box>388 1421 573 1433</box>
prize-row-cell: 1905 <box>844 1520 874 1534</box>
prize-row-cell: 1 <box>844 1430 852 1443</box>
prize-row-cell: 3,000 <box>1027 1474 1059 1489</box>
prize-row-cell: 40 <box>972 1520 987 1534</box>
divider <box>606 1515 829 1517</box>
prize-row <box>843 1475 1061 1491</box>
news-headline: ΤΩΝ ΕΜΜΙΣΘΩΝ ΠΑΡΕΔΡΩΝ <box>1330 1602 1430 1633</box>
loan-text: Διά την κλήρωσιν της 28 Φεβρουαρίου 1910 εξεδόθησαν ολόκληρα γραμμάτια 4000 και 2500 ΑΚΕΡΑΙΑ ΓΡΑΜΜΑΤΙΑ, παρέχοντα συμμετοχήν εις άπαντα τα κέρδη. <box>843 1238 1061 1311</box>
divider <box>136 1777 354 1778</box>
memorial-role: Οι αδελφοί <box>918 423 985 437</box>
notice-text: Υπό τον κ. Ηλία Αργυροπούλου και Κ. Πατρινέλη συνεστήθη όμόρρυθμος εμπορική εταιρεία, ήτις προέθη εις την ίδρυσιν εν Πειραιεί εργοστασίου σαπωνοποιίας καθ' όλους τους κανόνας της ύγιεινής. <box>606 1603 829 1693</box>
memorial-headline: ΜΝΗΜΟΣΥΝΟΝ <box>890 96 1013 117</box>
railway-row <box>843 817 1061 833</box>
news-text: Την 4ην μ. μ. της χθές ή υπό του Νόμου διοργανωθείσα επιτροπή υπό την προεδρείαν του κ. Σημαντήρα προέδρου του Αρείου Πάγου, συνήλθε δια τον διαγωνισμόν των παρέδρων. Ο διαγωνισμός έλαβε χώραν εν τω Αρείω Πάγω και παρίσταντο οι κ. κ. Δαμασκηνός, Αθ. Θεοφανόπουλος, Κ. Πολυγένης, Ν. Γουναράκης και οι υποψήφιοι. Αι εξετάσεις θα διαρκέσουν τρείς ημέρας και θα τελειώσουν την προσεχή Πέμπτην. Την επομένην θα ανακοινωθή το αποτέλεσμα του διαγωνισμού των νέων παρέδρων και εισαγγελέων. <box>1299 1664 1461 2008</box>
ad-text: Το μικρόβιον εν τω οίνω τούτω φαίνεται να δύναται να εξηγήση ό,τι ένεκα. <box>369 1013 592 1059</box>
news-text: Το ριζοσπαστικόν κόμμα κηρύσσεται υπέρ Συντακτικής Εθνοσυνελεύσεως και καλεί άπαντας τους οπαδούς να εργασθούν όπως η προσεχής σύγκλησις γενή χωρίς κανένα περιορισμόν των άρθρων του Συντάγματος. Πιστεύει ότι μόνον η πλήρης αναθεώρησις θα φέρη την ανόρθωσιν της χώρας και καλεί τον λαόν να εμμείνη εις τας αρχάς του. <box>1074 1109 1287 1289</box>
